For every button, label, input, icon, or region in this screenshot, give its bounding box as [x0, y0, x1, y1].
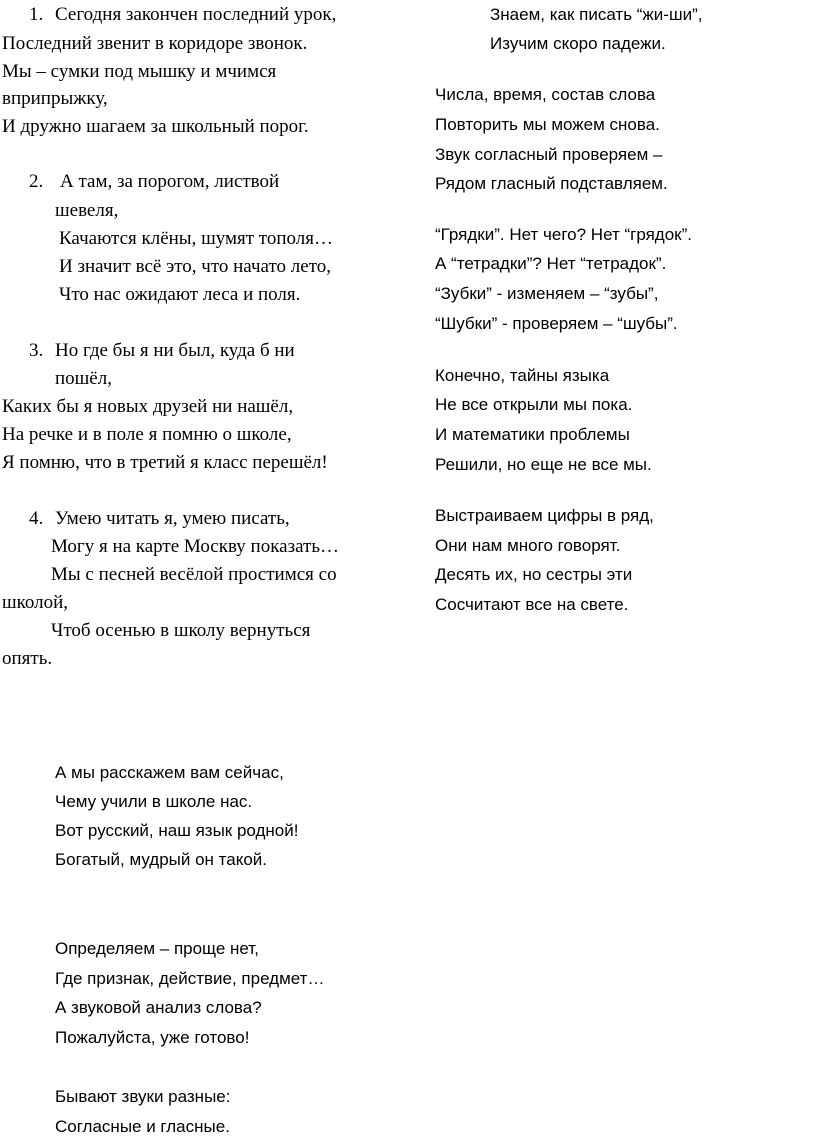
poem-line: Каких бы я новых друзей ни нашёл,: [2, 396, 294, 417]
poem-line: “Грядки”. Нет чего? Нет “грядок”.: [435, 225, 692, 244]
poem-line: Качаются клёны, шумят тополя…: [59, 228, 333, 249]
poem-line: Бывают звуки разные:: [55, 1087, 231, 1106]
poem-line: Числа, время, состав слова: [435, 85, 656, 104]
poem-line: Сосчитают все на свете.: [435, 595, 629, 614]
poem-line: Чтоб осенью в школу вернуться: [51, 620, 311, 641]
poem-line: Где признак, действие, предмет…: [55, 969, 325, 988]
poem-line: Я помню, что в третий я класс перешёл!: [2, 452, 328, 473]
poem-line: Что нас ожидают леса и поля.: [59, 284, 301, 305]
stanza-number: 2.: [29, 171, 44, 192]
poem-line: Вот русский, наш язык родной!: [55, 821, 299, 840]
poem-line: А “тетрадки”? Нет “тетрадок”.: [435, 254, 667, 273]
poem-line: А там, за порогом, листвой: [60, 171, 280, 192]
poem-line: Решили, но еще не все мы.: [435, 455, 652, 474]
poem-line: Мы с песней весёлой простимся со: [51, 564, 337, 585]
poem-line: Умею читать я, умею писать,: [55, 508, 290, 529]
poem-line: Чему учили в школе нас.: [55, 792, 253, 811]
poem-line: Рядом гласный подставляем.: [435, 174, 668, 193]
poem-line: Последний звенит в коридоре звонок.: [2, 33, 308, 54]
poem-line: Изучим скоро падежи.: [490, 34, 666, 53]
stanza-number: 4.: [29, 508, 44, 529]
poem-line: Знаем, как писать “жи-ши”,: [490, 5, 703, 24]
poem-line: А звуковой анализ слова?: [55, 998, 262, 1017]
poem-line: Конечно, тайны языка: [435, 366, 610, 385]
poem-line: опять.: [2, 648, 53, 669]
poem-line: Выстраиваем цифры в ряд,: [435, 506, 654, 525]
poem-line: Они нам много говорят.: [435, 536, 621, 555]
poem-line: Мы – сумки под мышку и мчимся: [2, 61, 277, 82]
stanza-number: 1.: [29, 4, 44, 25]
poem-line: И дружно шагаем за школьный порог.: [2, 116, 309, 137]
poem-line: И значит всё это, что начато лето,: [59, 256, 331, 277]
poem-line: Десять их, но сестры эти: [435, 565, 633, 584]
poem-line: Могу я на карте Москву показать…: [51, 536, 340, 557]
poem-line: Не все открыли мы пока.: [435, 395, 633, 414]
poem-line: На речке и в поле я помню о школе,: [2, 424, 292, 445]
poem-line: вприпрыжку,: [2, 88, 108, 109]
poem-line: пошёл,: [55, 368, 112, 389]
poem-line: Богатый, мудрый он такой.: [55, 850, 268, 869]
poem-line: Повторить мы можем снова.: [435, 115, 660, 134]
stanza-number: 3.: [29, 340, 44, 361]
poem-line: И математики проблемы: [435, 425, 630, 444]
poem-line: Но где бы я ни был, куда б ни: [55, 340, 295, 361]
poem-line: шевеля,: [55, 200, 119, 221]
poem-line: “Шубки” - проверяем – “шубы”.: [435, 314, 678, 333]
poem-line: Определяем – проще нет,: [55, 939, 259, 958]
poem-line: Сегодня закончен последний урок,: [55, 4, 337, 25]
poem-line: Пожалуйста, уже готово!: [55, 1028, 250, 1047]
poem-line: Звук согласный проверяем –: [435, 145, 663, 164]
poem-line: А мы расскажем вам сейчас,: [55, 763, 284, 782]
poem-line: “Зубки” - изменяем – “зубы”,: [435, 284, 659, 303]
poem-line: школой,: [2, 592, 69, 613]
poem-line: Согласные и гласные.: [55, 1117, 230, 1136]
